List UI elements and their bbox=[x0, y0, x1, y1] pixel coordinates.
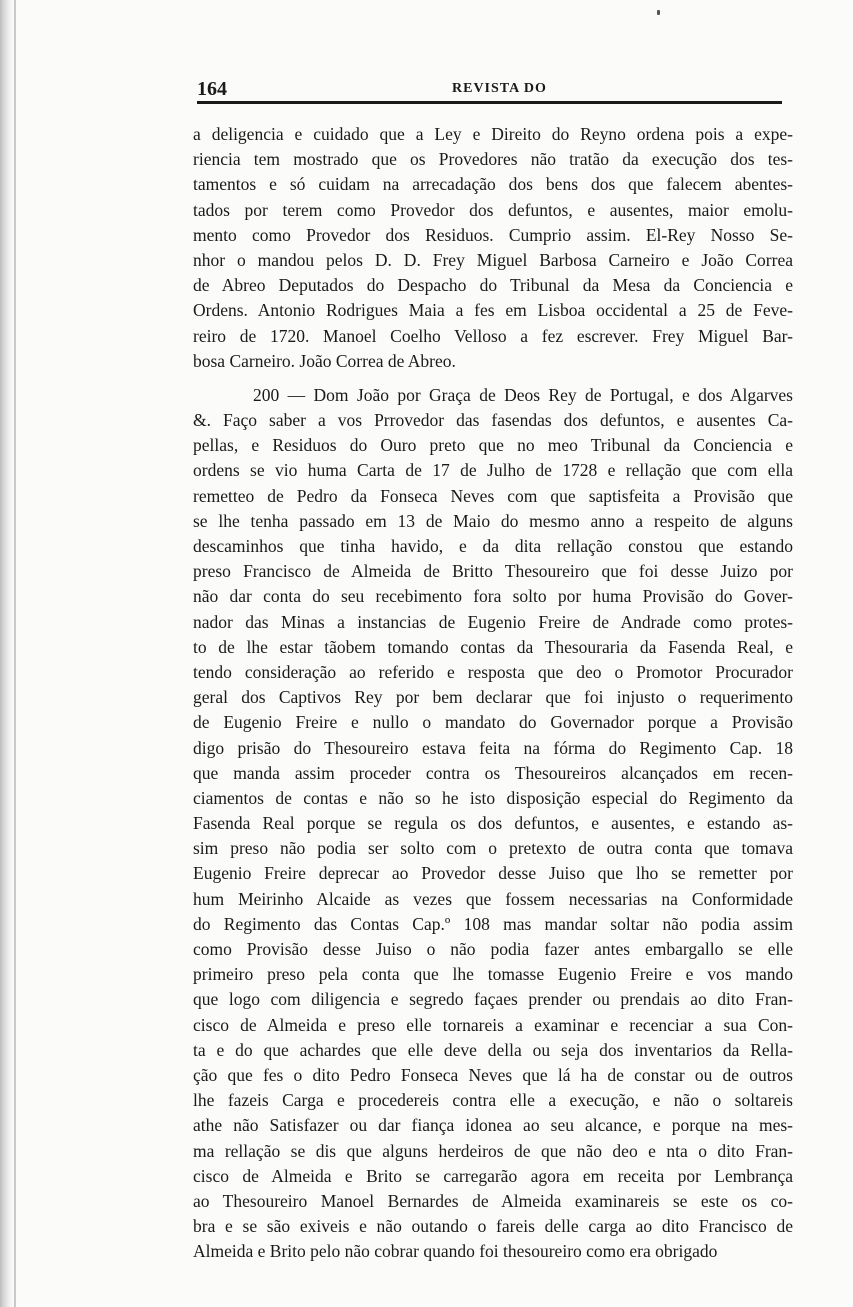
text-line: riencia tem mostrado que os Provedores não tratão da execução dos tes- bbox=[193, 149, 793, 170]
text-line: digo prisão do Thesoureiro estava feita na fórma do Regimento Cap. 18 bbox=[193, 737, 793, 758]
text-line: cisco de Almeida e preso elle tornareis a examinar e recenciar a sua Con- bbox=[193, 1014, 793, 1035]
text-line: nador das Minas a instancias de Eugenio Freire de Andrade como protes- bbox=[193, 611, 793, 632]
text-line: lhe fazeis Carga e procedereis contra elle a execução, e não o soltareis bbox=[193, 1090, 793, 1111]
text-line: mento como Provedor dos Residuos. Cumprio assim. El-Rey Nosso Se- bbox=[193, 224, 793, 245]
text-line: que manda assim proceder contra os Thesoureiros alcançados em recen- bbox=[193, 762, 793, 783]
text-line: pellas, e Residuos do Ouro preto que no meo Tribunal da Conciencia e bbox=[193, 435, 793, 456]
text-line: ma rellação se dis que alguns herdeiros de que não deo e nta o dito Fran- bbox=[193, 1140, 793, 1161]
text-line: hum Meirinho Alcaide as vezes que fossem necessarias na Conformidade bbox=[193, 888, 793, 909]
ink-speck bbox=[657, 10, 660, 15]
text-line: ção que fes o dito Pedro Fonseca Neves que lá ha de constar ou de outros bbox=[193, 1064, 793, 1085]
text-line: tados por terem como Provedor dos defuntos, e ausentes, maior emolu- bbox=[193, 199, 793, 220]
text-line: ao Thesoureiro Manoel Bernardes de Almeida examinareis se este os co- bbox=[193, 1190, 793, 1211]
text-line: cisco de Almeida e Brito se carregarão agora em receita por Lembrança bbox=[193, 1165, 793, 1186]
paragraph-gap bbox=[193, 374, 793, 383]
text-line: não dar conta do seu recebimento fora solto por huma Provisão do Gover- bbox=[193, 586, 793, 607]
text-line: de Eugenio Freire e nullo o mandato do Governador porque a Provisão bbox=[193, 712, 793, 733]
text-line: ordens se vio huma Carta de 17 de Julho de 1728 e rellação que com ella bbox=[193, 460, 793, 481]
text-line: sim preso não podia ser solto com o pretexto de outra conta que tomava bbox=[193, 838, 793, 859]
text-line: Ordens. Antonio Rodrigues Maia a fes em Lisboa occidental a 25 de Feve- bbox=[193, 300, 793, 321]
binding-line bbox=[14, 0, 16, 1307]
binding-edge bbox=[0, 0, 14, 1307]
text-line: como Provisão desse Juiso o não podia fazer antes embargallo se elle bbox=[193, 939, 793, 959]
text-line: to de lhe estar tãobem tomando contas da Thesouraria da Fasenda Real, e bbox=[193, 636, 793, 657]
text-line: geral dos Captivos Rey por bem declarar que foi injusto o requerimento bbox=[193, 687, 793, 708]
body-text bbox=[193, 122, 793, 1264]
text-line: bosa Carneiro. João Correa de Abreo. bbox=[193, 350, 456, 371]
text-line: ciamentos de contas e não so he isto disposição especial do Regimento da bbox=[193, 787, 793, 808]
text-line: tamentos e só cuidam na arrecadação dos bens dos que falecem abentes- bbox=[193, 174, 793, 195]
text-line: de Abreo Deputados do Despacho do Tribunal da Mesa da Conciencia e bbox=[193, 275, 793, 296]
text-line: 200 — Dom João por Graça de Deos Rey de Portugal, e dos Algarves bbox=[253, 384, 793, 405]
text-line: ta e do que achardes que elle deve della ou seja dos inventarios da Rella- bbox=[193, 1039, 793, 1060]
running-title: REVISTA DO bbox=[452, 81, 547, 96]
page-number: 164 bbox=[197, 78, 227, 100]
text-line: nhor o mandou pelos D. D. Frey Miguel Barbosa Carneiro e João Correa bbox=[193, 249, 793, 270]
text-line: athe não Satisfazer ou dar fiança idonea ao seu alcance, e porque na mes- bbox=[193, 1115, 793, 1136]
text-line: remetteo de Pedro da Fonseca Neves com que saptisfeita a Provisão que bbox=[193, 485, 793, 506]
text-line: tendo consideração ao referido e resposta que deo o Promotor Procurador bbox=[193, 661, 793, 682]
text-line: reiro de 1720. Manoel Coelho Velloso a fez escrever. Frey Miguel Bar- bbox=[193, 325, 793, 346]
text-line: se lhe tenha passado em 13 de Maio do mesmo anno a respeito de alguns bbox=[193, 510, 793, 531]
text-line: primeiro preso pela conta que lhe tomasse Eugenio Freire e vos mando bbox=[193, 964, 793, 985]
text-line: &. Faço saber a vos Prrovedor das fasendas dos defuntos, e ausentes Ca- bbox=[193, 410, 793, 431]
text-line: bra e se são exiveis e não outando o fareis delle carga ao dito Francisco de bbox=[193, 1216, 793, 1237]
text-line: a deligencia e cuidado que a Ley e Direito do Reyno ordena pois a expe- bbox=[193, 124, 793, 144]
text-line: preso Francisco de Almeida de Britto Thesoureiro que foi desse Juizo por bbox=[193, 561, 793, 582]
text-line: descaminhos que tinha havido, e da dita rellação constou que estando bbox=[193, 536, 793, 556]
text-line: que logo com diligencia e segredo façaes prender ou prendais ao dito Fran- bbox=[193, 989, 793, 1010]
text-line: Eugenio Freire deprecar ao Provedor desse Juiso que lho se remetter por bbox=[193, 863, 793, 884]
text-line: Fasenda Real porque se regula os dos defuntos, e ausentes, e estando as- bbox=[193, 813, 793, 834]
header-rule bbox=[197, 101, 782, 104]
text-line: do Regimento das Contas Cap.º 108 mas mandar soltar não podia assim bbox=[193, 913, 793, 934]
text-line: Almeida e Brito pelo não cobrar quando foi thesoureiro como era obrigado bbox=[193, 1241, 718, 1262]
